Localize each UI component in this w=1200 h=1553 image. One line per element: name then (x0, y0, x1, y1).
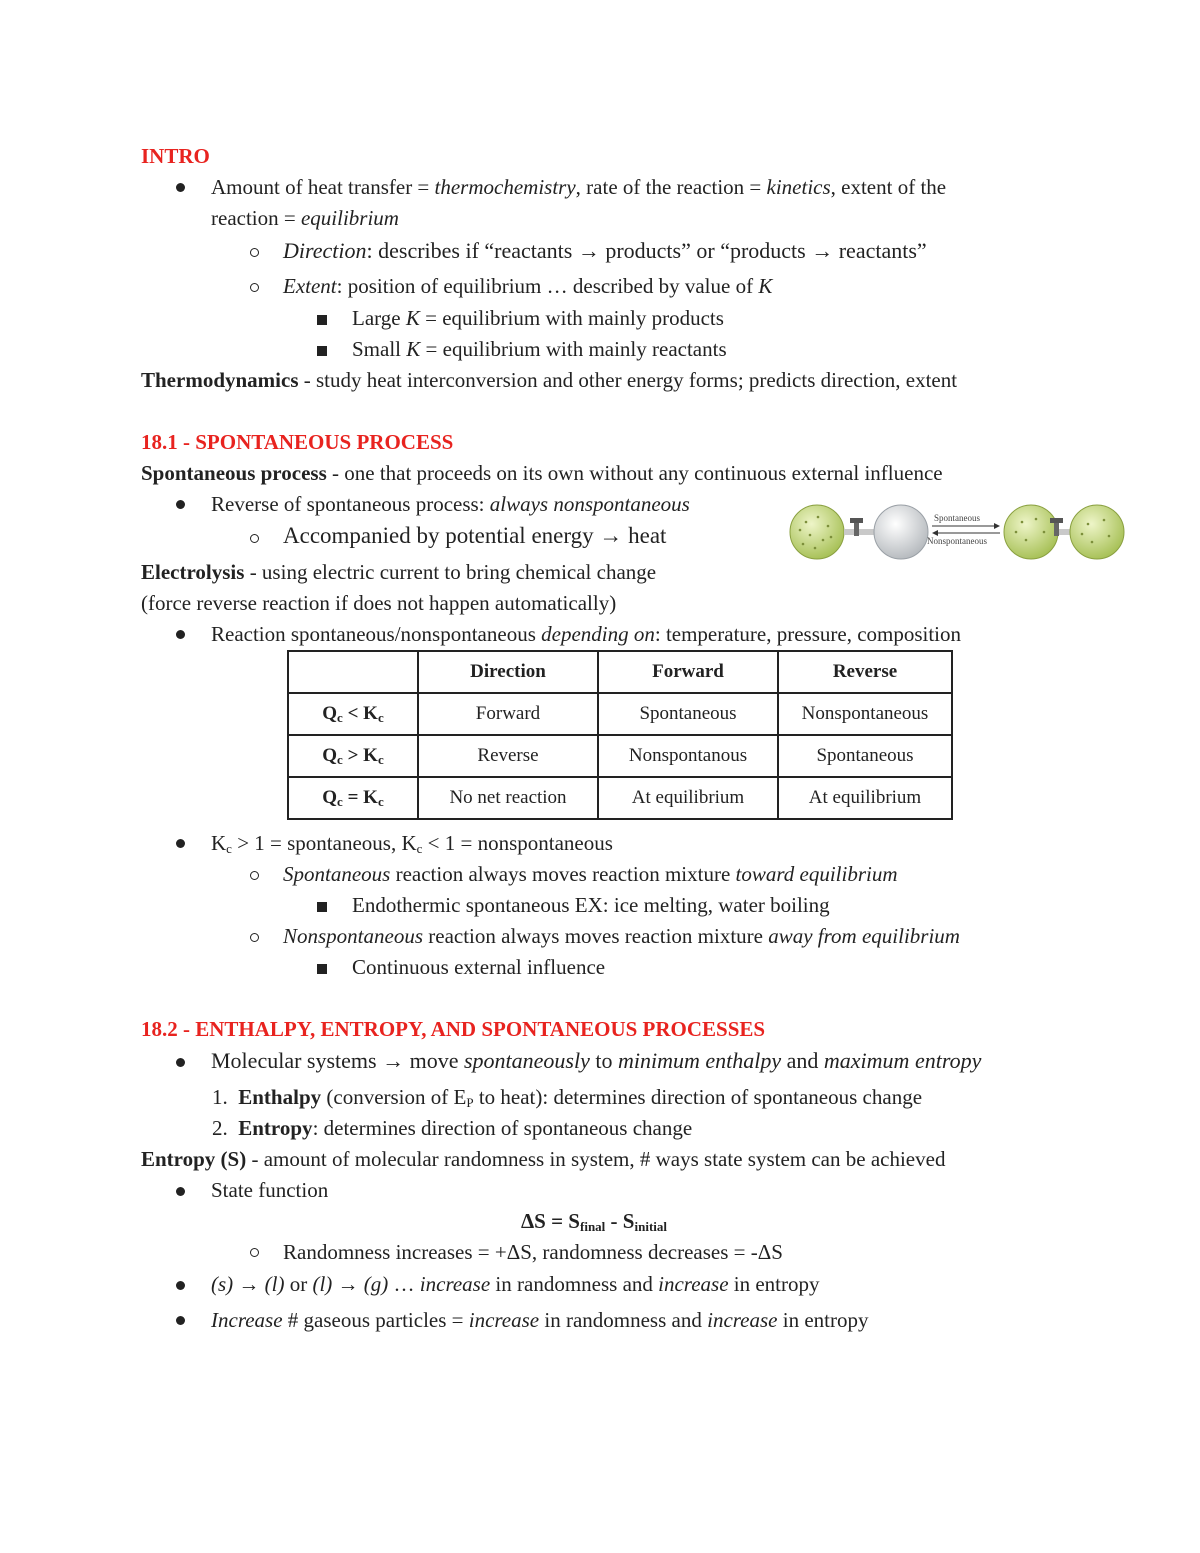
table-header-cell (288, 651, 418, 693)
table-cell: Forward (418, 693, 598, 735)
table-row (288, 777, 952, 819)
section-18-2-heading: 18.2 - ENTHALPY, ENTROPY, AND SPONTANEOUS PROCESSES (141, 1017, 766, 1041)
table-cell: At equilibrium (598, 777, 778, 819)
endothermic-item: Endothermic spontaneous EX: ice melting, water boiling (352, 893, 830, 917)
thermodynamics-def: Thermodynamics - study heat interconversion and other energy forms; predicts direction, extent (141, 368, 958, 392)
circle-bullet-icon (250, 933, 259, 942)
reverse-item: Reverse of spontaneous process: always nonspontaneous (211, 492, 690, 516)
state-function-item: State function (211, 1178, 329, 1202)
table-cell: Nonspontaneous (778, 693, 952, 735)
table-cell: Spontaneous (598, 693, 778, 735)
square-bullet-icon (317, 902, 327, 912)
intro-heading: INTRO (141, 144, 210, 168)
nonspontaneous-label: Nonspontaneous (927, 536, 987, 546)
direction-item: Direction: describes if “reactants → products” or “products → reactants” (283, 238, 927, 263)
circle-bullet-icon (250, 283, 259, 292)
square-bullet-icon (317, 964, 327, 974)
table-row-label: $Q_c > K_c$ (288, 735, 418, 777)
table-row-label: $Q_c = K_c$ (288, 777, 418, 819)
circle-bullet-icon (250, 871, 259, 880)
table-header-cell: Forward (598, 651, 778, 693)
bullet-icon (176, 1281, 185, 1290)
bullet-icon (176, 1058, 185, 1067)
circle-bullet-icon (250, 1248, 259, 1257)
table-cell: Spontaneous (778, 735, 952, 777)
molecular-systems-item: Molecular systems → move spontaneously to minimum enthalpy and maximum entropy (211, 1048, 982, 1073)
table-row-label: $Q_c < K_c$ (288, 693, 418, 735)
table-header-row (288, 651, 952, 693)
accompanied-item: Accompanied by potential energy → heat (283, 523, 667, 548)
section-18-1-heading: 18.1 - SPONTANEOUS PROCESS (141, 430, 454, 454)
bullet-icon (176, 1187, 185, 1196)
gaseous-particles-item: Increase # gaseous particles = increase in randomness and increase in entropy (211, 1308, 869, 1332)
square-bullet-icon (317, 315, 327, 325)
table-cell: Nonspontanous (598, 735, 778, 777)
gas-flask-left (790, 505, 844, 559)
spontaneous-label: Spontaneous (934, 513, 980, 523)
phase-change-item: (s) → (l) or (l) → (g) … increase in randomness and increase in entropy (211, 1272, 820, 1296)
kc-item: $K_c > 1$ = spontaneous, $K_c < 1$ = nonspontaneous (211, 831, 613, 856)
table-header-cell: Direction (418, 651, 598, 693)
small-k-item: Small K = equilibrium with mainly reactants (352, 337, 727, 361)
extent-item: Extent: position of equilibrium … described by value of K (283, 274, 773, 298)
table-row (288, 735, 952, 777)
randomness-item: Randomness increases = +ΔS, randomness decreases = -ΔS (283, 1240, 783, 1264)
table-header-cell: Reverse (778, 651, 952, 693)
entropy-formula: $\Delta S = S_{final} - S_{initial}$ (521, 1209, 667, 1234)
force-reverse-note: (force reverse reaction if does not happen automatically) (141, 591, 617, 615)
square-bullet-icon (317, 346, 327, 356)
gas-flask-mid (1004, 505, 1058, 559)
circle-bullet-icon (250, 534, 259, 543)
entropy-item: 2. Entropy: determines direction of spontaneous change (212, 1116, 693, 1140)
bullet-icon (176, 500, 185, 509)
depends-item: Reaction spontaneous/nonspontaneous depending on: temperature, pressure, composition (211, 622, 962, 646)
table-cell: Reverse (418, 735, 598, 777)
spontaneous-diagram (786, 502, 1126, 562)
gas-flask-right (1070, 505, 1124, 559)
q-vs-k-table (287, 650, 953, 820)
circle-bullet-icon (250, 248, 259, 257)
bullet-icon (176, 630, 185, 639)
continuous-item: Continuous external influence (352, 955, 606, 979)
nonspontaneous-moves-item: Nonspontaneous reaction always moves reaction mixture away from equilibrium (283, 924, 960, 948)
bullet-icon (176, 183, 185, 192)
intro-bullet-1: Amount of heat transfer = thermochemistry, rate of the reaction = kinetics, extent of the (211, 175, 947, 199)
spontaneous-moves-item: Spontaneous reaction always moves reaction mixture toward equilibrium (283, 862, 898, 886)
bullet-icon (176, 1316, 185, 1325)
table-cell: No net reaction (418, 777, 598, 819)
table-cell: At equilibrium (778, 777, 952, 819)
large-k-item: Large K = equilibrium with mainly products (352, 306, 724, 330)
empty-flask (874, 505, 928, 559)
entropy-def: Entropy (S) - amount of molecular randomness in system, # ways state system can be achieved (141, 1147, 946, 1171)
enthalpy-item: 1. Enthalpy (conversion of $E_P$ to heat): determines direction of spontaneous change (212, 1085, 923, 1110)
electrolysis-def: Electrolysis - using electric current to bring chemical change (141, 560, 657, 584)
intro-bullet-1-cont: reaction = equilibrium (211, 206, 399, 230)
bullet-icon (176, 839, 185, 848)
spontaneous-process-def: Spontaneous process - one that proceeds on its own without any continuous external influence (141, 461, 943, 485)
table-row (288, 693, 952, 735)
